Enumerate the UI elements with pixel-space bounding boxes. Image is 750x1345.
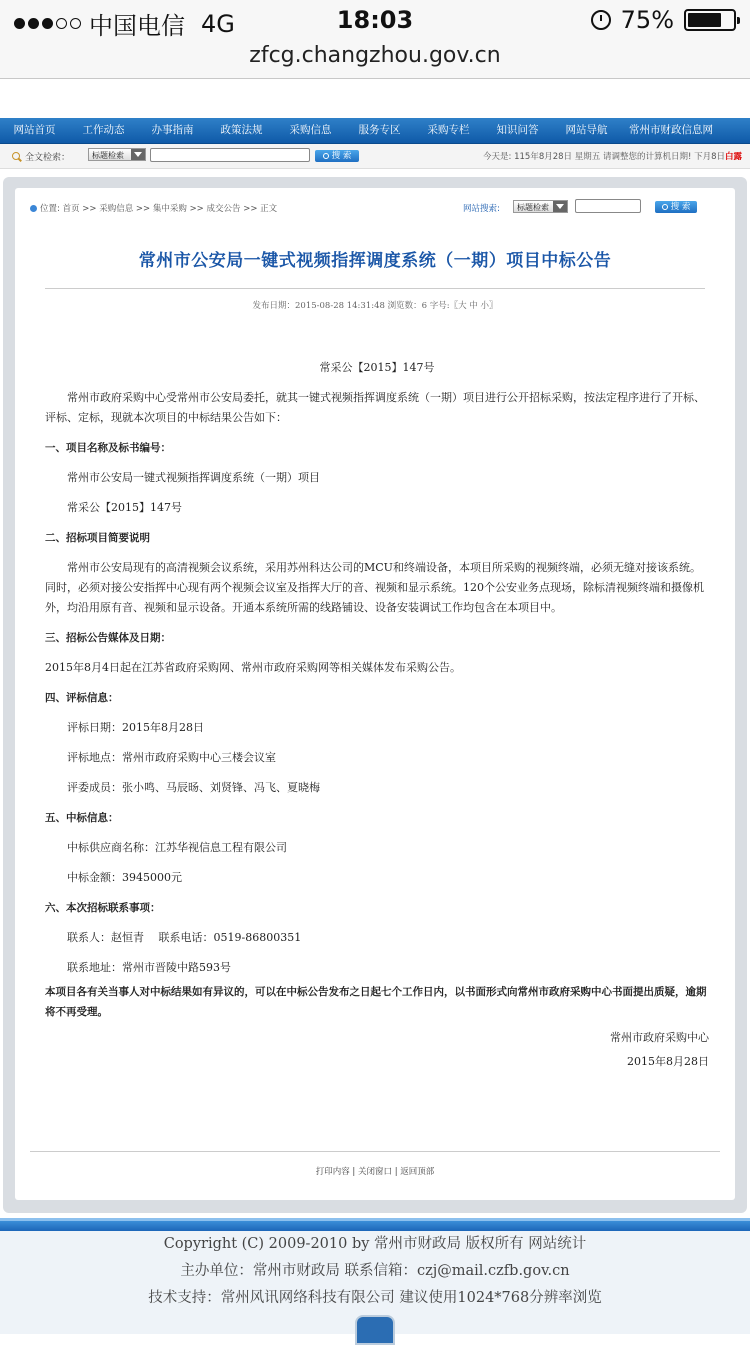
print-close-top-links[interactable]: 打印内容 | 关闭窗口 | 返回顶部 — [315, 1167, 435, 1177]
nav-guide[interactable]: 办事指南 — [151, 124, 194, 136]
clock: 18:03 — [336, 6, 414, 34]
solar-term: 白露 — [724, 152, 742, 162]
section-1-title: 一、项目名称及标书编号： — [45, 442, 171, 454]
nav-procurement-column[interactable]: 采购专栏 — [427, 124, 470, 136]
page-title: 常州市公安局一键式视频指挥调度系统（一期）项目中标公告 — [138, 251, 612, 271]
fulltext-search-bar — [0, 144, 750, 169]
section-6-title: 六、本次招标联系事项： — [45, 902, 161, 914]
contact-address: 联系地址：常州市晋陵中路593号 — [67, 961, 231, 974]
main-nav — [0, 118, 750, 144]
breadcrumb-text[interactable]: 位置: 首页 >> 采购信息 >> 集中采购 >> 成交公告 >> 正文 — [40, 204, 278, 214]
announcement-media: 2015年8月4日起在江苏省政府采购网、常州市政府采购网等相关媒体发布采购公告。 — [45, 661, 461, 674]
today-text: 今天是: 115年8月28日 星期五 请调整您的计算机日期! 下月8日 — [483, 152, 725, 162]
breadcrumb — [30, 202, 277, 214]
chevron-down-icon — [131, 149, 145, 160]
tech-support: 技术支持：常州风讯网络科技有限公司 建议使用1024*768分辨率浏览 — [148, 1290, 602, 1306]
section-3-title: 三、招标公告媒体及日期： — [45, 632, 171, 644]
intro-paragraph: 常州市政府采购中心受常州市公安局委托，就其一键式视频指挥调度系统（一期）项目进行公开招标采购，按法定程序进行了开标、评标、定标，现就本次项目的中标结果公告如下： — [45, 391, 705, 424]
fulltext-search-input[interactable] — [150, 148, 310, 162]
chevron-down-icon — [553, 201, 567, 212]
battery-level-fill — [688, 13, 721, 27]
nav-policy[interactable]: 政策法规 — [220, 124, 263, 136]
site-search-label: 网站搜索: — [463, 204, 500, 214]
search-icon — [323, 153, 329, 159]
address-bar[interactable] — [0, 42, 750, 79]
winning-amount: 中标金额：3945000元 — [67, 871, 182, 884]
sponsor-info: 主办单位：常州市财政局 联系信箱：czj@mail.czfb.gov.cn — [180, 1263, 570, 1279]
project-name: 常州市公安局一键式视频指挥调度系统（一期）项目 — [67, 471, 320, 484]
search-button-label: 搜 索 — [331, 151, 352, 161]
ios-status-bar — [0, 0, 750, 42]
title-divider — [45, 288, 705, 289]
fulltext-search-label: 全文检索： — [25, 153, 71, 163]
evaluation-members: 评委成员：张小鸣、马辰旸、刘贤锋、冯飞、夏晓梅 — [67, 781, 320, 794]
section-4-title: 四、评标信息： — [45, 692, 119, 704]
site-search-type-select[interactable] — [513, 200, 568, 213]
location-icon — [30, 205, 37, 212]
nav-finance-site[interactable]: 常州市财政信息网 — [629, 124, 713, 136]
nav-work-news[interactable]: 工作动态 — [82, 124, 125, 136]
signing-organization: 常州市政府采购中心 — [610, 1031, 709, 1044]
battery-icon — [684, 9, 736, 31]
project-description: 常州市公安局现有的高清视频会议系统，采用苏州科达公司的MCU和终端设备，本项目所采购的视频终端，必须无缝对接该系统。同时，必须对接公安指挥中心现有两个视频会议室及指挥大厅的音、视频和显示系统。120个公安业务点现场，除标清视频终端和摄像机外，均沿用原有音、视频和显示设备。开通本系统所需的线路铺设、设备安装调试工作均包含在本项目中。 — [45, 561, 704, 614]
site-logo — [355, 1315, 395, 1345]
objection-notice: 本项目各有关当事人对中标结果如有异议的，可以在中标公告发布之日起七个工作日内，以书面形式向常州市政府采购中心书面提出质疑，逾期将不再受理。 — [45, 986, 707, 1018]
site-search-button-label: 搜 索 — [670, 202, 691, 212]
network-type: 4G — [201, 9, 235, 38]
nav-faq[interactable]: 知识问答 — [496, 124, 539, 136]
evaluation-place: 评标地点：常州市政府采购中心三楼会议室 — [67, 751, 276, 764]
search-type-value: 标题检索 — [92, 151, 124, 160]
article-body — [45, 358, 709, 1072]
article-panel — [15, 188, 735, 1200]
project-number: 常采公【2015】147号 — [319, 361, 435, 374]
carrier-name: 中国电信 — [89, 12, 185, 40]
nav-service[interactable]: 服务专区 — [358, 124, 401, 136]
evaluation-date: 评标日期：2015年8月28日 — [67, 721, 204, 734]
search-icon — [12, 152, 22, 162]
contact-person-phone: 联系人：赵恒青 联系电话：0519-86800351 — [67, 931, 302, 944]
winning-supplier: 中标供应商名称：江苏华视信息工程有限公司 — [67, 841, 287, 854]
nav-sitemap[interactable]: 网站导航 — [565, 124, 608, 136]
nav-home[interactable]: 网站首页 — [13, 124, 56, 136]
copyright: Copyright (C) 2009-2010 by 常州市财政局 版权所有 网站统计 — [163, 1236, 587, 1252]
search-type-select[interactable] — [88, 148, 146, 161]
section-2-title: 二、招标项目简要说明 — [45, 532, 150, 544]
footer-divider — [30, 1151, 720, 1152]
section-5-title: 五、中标信息： — [45, 812, 119, 824]
site-search-type-value: 标题检索 — [517, 203, 549, 212]
fulltext-search-button[interactable] — [315, 150, 359, 162]
article-meta: 发布日期：2015-08-28 14:31:48 浏览数：6 字号:〖大 中 小〗 — [252, 301, 498, 311]
battery-percent: 75% — [620, 6, 674, 34]
tender-number: 常采公【2015】147号 — [67, 501, 182, 514]
footer-stripe — [0, 1218, 750, 1231]
search-icon — [662, 204, 668, 210]
nav-procurement-info[interactable]: 采购信息 — [289, 124, 332, 136]
site-search — [463, 198, 723, 216]
today-date — [483, 150, 742, 162]
site-search-input[interactable] — [575, 199, 641, 213]
site-search-button[interactable] — [655, 201, 697, 213]
alarm-icon — [591, 10, 611, 30]
signing-date: 2015年8月28日 — [627, 1055, 709, 1068]
url-text: zfcg.changzhou.gov.cn — [249, 43, 501, 68]
content-frame — [3, 177, 747, 1213]
